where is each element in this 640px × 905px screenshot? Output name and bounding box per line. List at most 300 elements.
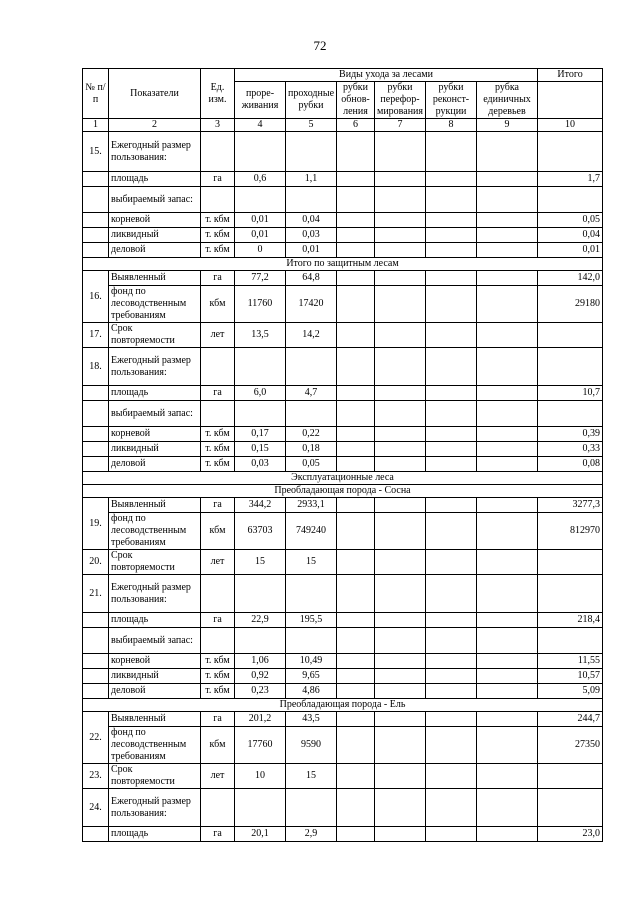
value-cell: 2933,1 bbox=[286, 498, 337, 513]
total-cell bbox=[538, 550, 603, 575]
total-cell bbox=[538, 575, 603, 613]
value-cell bbox=[426, 684, 477, 699]
unit-cell: га bbox=[201, 827, 235, 842]
value-cell bbox=[375, 132, 426, 172]
value-cell: 15 bbox=[286, 550, 337, 575]
value-cell bbox=[426, 764, 477, 789]
value-cell bbox=[337, 442, 375, 457]
value-cell: 0,03 bbox=[286, 228, 337, 243]
value-cell bbox=[426, 789, 477, 827]
header-type-1: проре-живания bbox=[235, 82, 286, 119]
value-cell bbox=[477, 613, 538, 628]
value-cell bbox=[477, 386, 538, 401]
value-cell bbox=[477, 427, 538, 442]
total-cell bbox=[538, 323, 603, 348]
value-cell bbox=[375, 654, 426, 669]
row-number: 21. bbox=[83, 575, 109, 613]
value-cell bbox=[375, 628, 426, 654]
row-number bbox=[83, 628, 109, 654]
unit-cell: т. кбм bbox=[201, 654, 235, 669]
indicator-label: выбираемый запас: bbox=[109, 401, 201, 427]
value-cell bbox=[477, 550, 538, 575]
indicator-label: корневой bbox=[109, 654, 201, 669]
total-cell: 1,7 bbox=[538, 172, 603, 187]
value-cell: 0,03 bbox=[235, 457, 286, 472]
row-number bbox=[83, 386, 109, 401]
value-cell bbox=[426, 213, 477, 228]
value-cell bbox=[375, 684, 426, 699]
value-cell bbox=[286, 628, 337, 654]
total-cell: 244,7 bbox=[538, 712, 603, 727]
row-number bbox=[83, 172, 109, 187]
unit-cell: т. кбм bbox=[201, 684, 235, 699]
value-cell: 9590 bbox=[286, 727, 337, 764]
value-cell: 0,05 bbox=[286, 457, 337, 472]
value-cell: 15 bbox=[286, 764, 337, 789]
indicator-label: ликвидный bbox=[109, 228, 201, 243]
value-cell bbox=[426, 243, 477, 258]
unit-cell: лет bbox=[201, 550, 235, 575]
unit-cell: га bbox=[201, 172, 235, 187]
row-number bbox=[83, 654, 109, 669]
indicator-label: ликвидный bbox=[109, 669, 201, 684]
value-cell: 0,22 bbox=[286, 427, 337, 442]
value-cell bbox=[337, 550, 375, 575]
table-row bbox=[83, 228, 603, 243]
value-cell bbox=[337, 323, 375, 348]
column-number: 4 bbox=[235, 119, 286, 132]
column-number: 5 bbox=[286, 119, 337, 132]
value-cell: 0,01 bbox=[235, 213, 286, 228]
table-row bbox=[83, 132, 603, 172]
table-row bbox=[83, 613, 603, 628]
column-number: 9 bbox=[477, 119, 538, 132]
value-cell bbox=[375, 243, 426, 258]
value-cell bbox=[477, 789, 538, 827]
row-number bbox=[83, 213, 109, 228]
value-cell bbox=[286, 187, 337, 213]
value-cell bbox=[426, 132, 477, 172]
value-cell bbox=[337, 213, 375, 228]
value-cell bbox=[426, 427, 477, 442]
value-cell bbox=[375, 789, 426, 827]
value-cell bbox=[477, 348, 538, 386]
value-cell: 344,2 bbox=[235, 498, 286, 513]
indicator-label: Ежегодный размер пользования: bbox=[109, 575, 201, 613]
value-cell: 15 bbox=[235, 550, 286, 575]
total-cell bbox=[538, 789, 603, 827]
value-cell bbox=[375, 827, 426, 842]
value-cell bbox=[426, 271, 477, 286]
table-row bbox=[83, 323, 603, 348]
value-cell bbox=[375, 286, 426, 323]
table-row bbox=[83, 727, 603, 764]
value-cell bbox=[426, 575, 477, 613]
value-cell bbox=[426, 457, 477, 472]
value-cell bbox=[337, 789, 375, 827]
value-cell bbox=[286, 789, 337, 827]
section-row bbox=[83, 258, 603, 271]
unit-cell: т. кбм bbox=[201, 213, 235, 228]
value-cell bbox=[426, 386, 477, 401]
table-row bbox=[83, 684, 603, 699]
value-cell bbox=[235, 628, 286, 654]
value-cell: 9,65 bbox=[286, 669, 337, 684]
header-indicators: Показатели bbox=[109, 69, 201, 119]
value-cell bbox=[477, 727, 538, 764]
value-cell bbox=[337, 613, 375, 628]
value-cell bbox=[286, 401, 337, 427]
value-cell bbox=[375, 348, 426, 386]
row-number: 18. bbox=[83, 348, 109, 386]
total-cell: 0,39 bbox=[538, 427, 603, 442]
value-cell bbox=[337, 271, 375, 286]
total-cell: 142,0 bbox=[538, 271, 603, 286]
total-cell: 3277,3 bbox=[538, 498, 603, 513]
value-cell bbox=[337, 457, 375, 472]
value-cell bbox=[375, 550, 426, 575]
value-cell bbox=[477, 286, 538, 323]
value-cell bbox=[375, 764, 426, 789]
value-cell: 43,5 bbox=[286, 712, 337, 727]
indicator-label: фонд по лесоводственным требованиям bbox=[109, 727, 201, 764]
page-number: 72 bbox=[313, 38, 327, 53]
total-cell: 27350 bbox=[538, 727, 603, 764]
section-row bbox=[83, 699, 603, 712]
value-cell bbox=[375, 401, 426, 427]
unit-cell: т. кбм bbox=[201, 457, 235, 472]
value-cell bbox=[426, 348, 477, 386]
unit-cell: га bbox=[201, 386, 235, 401]
value-cell bbox=[477, 513, 538, 550]
total-cell bbox=[538, 348, 603, 386]
row-number: 19. bbox=[83, 498, 109, 550]
value-cell bbox=[477, 827, 538, 842]
indicator-label: площадь bbox=[109, 172, 201, 187]
value-cell: 0,04 bbox=[286, 213, 337, 228]
value-cell bbox=[375, 727, 426, 764]
header-total-blank bbox=[538, 82, 603, 119]
value-cell bbox=[426, 613, 477, 628]
indicator-label: Ежегодный размер пользования: bbox=[109, 132, 201, 172]
table-row bbox=[83, 286, 603, 323]
table-row bbox=[83, 498, 603, 513]
header-type-2: проходные рубки bbox=[286, 82, 337, 119]
value-cell: 10,49 bbox=[286, 654, 337, 669]
indicator-label: Срок повторяемости bbox=[109, 550, 201, 575]
total-cell: 0,01 bbox=[538, 243, 603, 258]
value-cell bbox=[477, 132, 538, 172]
value-cell bbox=[426, 228, 477, 243]
value-cell bbox=[235, 132, 286, 172]
value-cell bbox=[235, 789, 286, 827]
value-cell bbox=[477, 628, 538, 654]
value-cell: 14,2 bbox=[286, 323, 337, 348]
value-cell bbox=[286, 575, 337, 613]
value-cell bbox=[337, 187, 375, 213]
value-cell bbox=[477, 498, 538, 513]
unit-cell: лет bbox=[201, 764, 235, 789]
value-cell bbox=[477, 213, 538, 228]
total-cell: 11,55 bbox=[538, 654, 603, 669]
column-number: 3 bbox=[201, 119, 235, 132]
value-cell bbox=[286, 348, 337, 386]
header-num: № п/п bbox=[83, 69, 109, 119]
value-cell bbox=[426, 550, 477, 575]
value-cell bbox=[426, 401, 477, 427]
value-cell bbox=[337, 684, 375, 699]
value-cell bbox=[477, 271, 538, 286]
value-cell: 0,18 bbox=[286, 442, 337, 457]
indicator-label: Ежегодный размер пользования: bbox=[109, 348, 201, 386]
value-cell bbox=[375, 187, 426, 213]
unit-cell: т. кбм bbox=[201, 669, 235, 684]
unit-cell: лет bbox=[201, 323, 235, 348]
indicator-label: деловой bbox=[109, 457, 201, 472]
total-cell bbox=[538, 187, 603, 213]
row-number bbox=[83, 243, 109, 258]
section-row bbox=[83, 485, 603, 498]
value-cell bbox=[337, 513, 375, 550]
total-cell: 10,57 bbox=[538, 669, 603, 684]
column-number: 10 bbox=[538, 119, 603, 132]
section-title: Преобладающая порода - Сосна bbox=[83, 485, 603, 498]
total-cell: 812970 bbox=[538, 513, 603, 550]
header-type-3: рубки обнов-ления bbox=[337, 82, 375, 119]
table-row bbox=[83, 401, 603, 427]
value-cell bbox=[426, 712, 477, 727]
indicator-label: Ежегодный размер пользования: bbox=[109, 789, 201, 827]
indicator-label: площадь bbox=[109, 827, 201, 842]
value-cell: 749240 bbox=[286, 513, 337, 550]
table-row bbox=[83, 243, 603, 258]
row-number: 22. bbox=[83, 712, 109, 764]
value-cell bbox=[375, 172, 426, 187]
header-unit: Ед. изм. bbox=[201, 69, 235, 119]
value-cell bbox=[337, 386, 375, 401]
total-cell: 23,0 bbox=[538, 827, 603, 842]
value-cell: 77,2 bbox=[235, 271, 286, 286]
value-cell: 13,5 bbox=[235, 323, 286, 348]
indicator-label: деловой bbox=[109, 684, 201, 699]
unit-cell: т. кбм bbox=[201, 427, 235, 442]
table-row bbox=[83, 427, 603, 442]
unit-cell bbox=[201, 187, 235, 213]
row-number bbox=[83, 401, 109, 427]
section-row bbox=[83, 472, 603, 485]
total-cell: 10,7 bbox=[538, 386, 603, 401]
column-number: 8 bbox=[426, 119, 477, 132]
total-cell bbox=[538, 628, 603, 654]
header-type-6: рубка единичных деревьев bbox=[477, 82, 538, 119]
value-cell bbox=[375, 669, 426, 684]
value-cell bbox=[426, 727, 477, 764]
row-number: 16. bbox=[83, 271, 109, 323]
value-cell bbox=[477, 442, 538, 457]
value-cell: 1,1 bbox=[286, 172, 337, 187]
value-cell bbox=[375, 442, 426, 457]
table-row bbox=[83, 187, 603, 213]
value-cell bbox=[375, 498, 426, 513]
column-numbers-row bbox=[83, 119, 603, 132]
indicator-label: Срок повторяемости bbox=[109, 764, 201, 789]
value-cell bbox=[337, 243, 375, 258]
table-row bbox=[83, 654, 603, 669]
section-title: Преобладающая порода - Ель bbox=[83, 699, 603, 712]
value-cell bbox=[426, 827, 477, 842]
table-row bbox=[83, 764, 603, 789]
total-cell: 29180 bbox=[538, 286, 603, 323]
value-cell: 64,8 bbox=[286, 271, 337, 286]
row-number: 24. bbox=[83, 789, 109, 827]
row-number bbox=[83, 442, 109, 457]
value-cell bbox=[375, 513, 426, 550]
value-cell bbox=[337, 172, 375, 187]
value-cell bbox=[375, 613, 426, 628]
table-row bbox=[83, 442, 603, 457]
value-cell: 2,9 bbox=[286, 827, 337, 842]
total-cell: 0,04 bbox=[538, 228, 603, 243]
value-cell: 201,2 bbox=[235, 712, 286, 727]
table-row bbox=[83, 271, 603, 286]
value-cell: 4,7 bbox=[286, 386, 337, 401]
header-type-5: рубки реконст-рукции bbox=[426, 82, 477, 119]
value-cell bbox=[477, 669, 538, 684]
value-cell bbox=[235, 348, 286, 386]
value-cell bbox=[337, 228, 375, 243]
row-number: 15. bbox=[83, 132, 109, 172]
value-cell: 17760 bbox=[235, 727, 286, 764]
indicator-label: ликвидный bbox=[109, 442, 201, 457]
value-cell bbox=[375, 213, 426, 228]
value-cell: 17420 bbox=[286, 286, 337, 323]
value-cell bbox=[337, 764, 375, 789]
value-cell bbox=[477, 228, 538, 243]
value-cell: 1,06 bbox=[235, 654, 286, 669]
indicator-label: Выявленный bbox=[109, 271, 201, 286]
total-cell: 0,08 bbox=[538, 457, 603, 472]
table-row bbox=[83, 669, 603, 684]
value-cell: 0 bbox=[235, 243, 286, 258]
indicator-label: площадь bbox=[109, 386, 201, 401]
total-cell: 0,05 bbox=[538, 213, 603, 228]
unit-cell: га bbox=[201, 712, 235, 727]
value-cell bbox=[477, 712, 538, 727]
unit-cell bbox=[201, 575, 235, 613]
row-number: 20. bbox=[83, 550, 109, 575]
value-cell bbox=[477, 323, 538, 348]
column-number: 1 bbox=[83, 119, 109, 132]
value-cell bbox=[337, 427, 375, 442]
value-cell bbox=[477, 654, 538, 669]
value-cell bbox=[426, 172, 477, 187]
row-number bbox=[83, 187, 109, 213]
column-number: 2 bbox=[109, 119, 201, 132]
section-title: Итого по защитным лесам bbox=[83, 258, 603, 271]
value-cell bbox=[375, 271, 426, 286]
value-cell: 195,5 bbox=[286, 613, 337, 628]
table-row bbox=[83, 789, 603, 827]
value-cell: 11760 bbox=[235, 286, 286, 323]
table-row bbox=[83, 457, 603, 472]
value-cell bbox=[375, 228, 426, 243]
value-cell bbox=[337, 132, 375, 172]
value-cell bbox=[426, 286, 477, 323]
indicator-label: корневой bbox=[109, 213, 201, 228]
unit-cell bbox=[201, 789, 235, 827]
row-number bbox=[83, 427, 109, 442]
table-row bbox=[83, 712, 603, 727]
total-cell bbox=[538, 764, 603, 789]
total-cell: 218,4 bbox=[538, 613, 603, 628]
value-cell bbox=[375, 323, 426, 348]
value-cell bbox=[477, 172, 538, 187]
value-cell bbox=[426, 628, 477, 654]
table-row bbox=[83, 513, 603, 550]
value-cell: 4,86 bbox=[286, 684, 337, 699]
header-type-4: рубки перефор-мирования bbox=[375, 82, 426, 119]
value-cell bbox=[235, 401, 286, 427]
indicator-label: фонд по лесоводственным требованиям bbox=[109, 513, 201, 550]
value-cell bbox=[477, 243, 538, 258]
table-row bbox=[83, 172, 603, 187]
unit-cell bbox=[201, 132, 235, 172]
value-cell: 6,0 bbox=[235, 386, 286, 401]
value-cell bbox=[235, 187, 286, 213]
value-cell bbox=[477, 764, 538, 789]
row-number bbox=[83, 827, 109, 842]
row-number bbox=[83, 613, 109, 628]
value-cell bbox=[375, 712, 426, 727]
value-cell bbox=[337, 712, 375, 727]
header-group: Виды ухода за лесами bbox=[235, 69, 538, 82]
value-cell: 0,01 bbox=[286, 243, 337, 258]
unit-cell bbox=[201, 348, 235, 386]
column-number: 6 bbox=[337, 119, 375, 132]
value-cell: 20,1 bbox=[235, 827, 286, 842]
table-row bbox=[83, 348, 603, 386]
indicator-label: Выявленный bbox=[109, 498, 201, 513]
value-cell bbox=[477, 187, 538, 213]
indicator-label: выбираемый запас: bbox=[109, 187, 201, 213]
value-cell bbox=[477, 401, 538, 427]
value-cell bbox=[337, 575, 375, 613]
value-cell bbox=[286, 132, 337, 172]
value-cell bbox=[375, 386, 426, 401]
value-cell: 0,23 bbox=[235, 684, 286, 699]
indicator-label: деловой bbox=[109, 243, 201, 258]
value-cell bbox=[375, 457, 426, 472]
value-cell bbox=[337, 348, 375, 386]
table-row bbox=[83, 575, 603, 613]
total-cell: 0,33 bbox=[538, 442, 603, 457]
total-cell bbox=[538, 132, 603, 172]
value-cell bbox=[337, 286, 375, 323]
column-number: 7 bbox=[375, 119, 426, 132]
unit-cell: кбм bbox=[201, 286, 235, 323]
value-cell bbox=[477, 457, 538, 472]
row-number bbox=[83, 684, 109, 699]
row-number: 23. bbox=[83, 764, 109, 789]
value-cell bbox=[426, 442, 477, 457]
row-number bbox=[83, 457, 109, 472]
unit-cell: кбм bbox=[201, 513, 235, 550]
row-number: 17. bbox=[83, 323, 109, 348]
value-cell bbox=[477, 575, 538, 613]
table-row bbox=[83, 386, 603, 401]
unit-cell bbox=[201, 401, 235, 427]
unit-cell: га bbox=[201, 271, 235, 286]
